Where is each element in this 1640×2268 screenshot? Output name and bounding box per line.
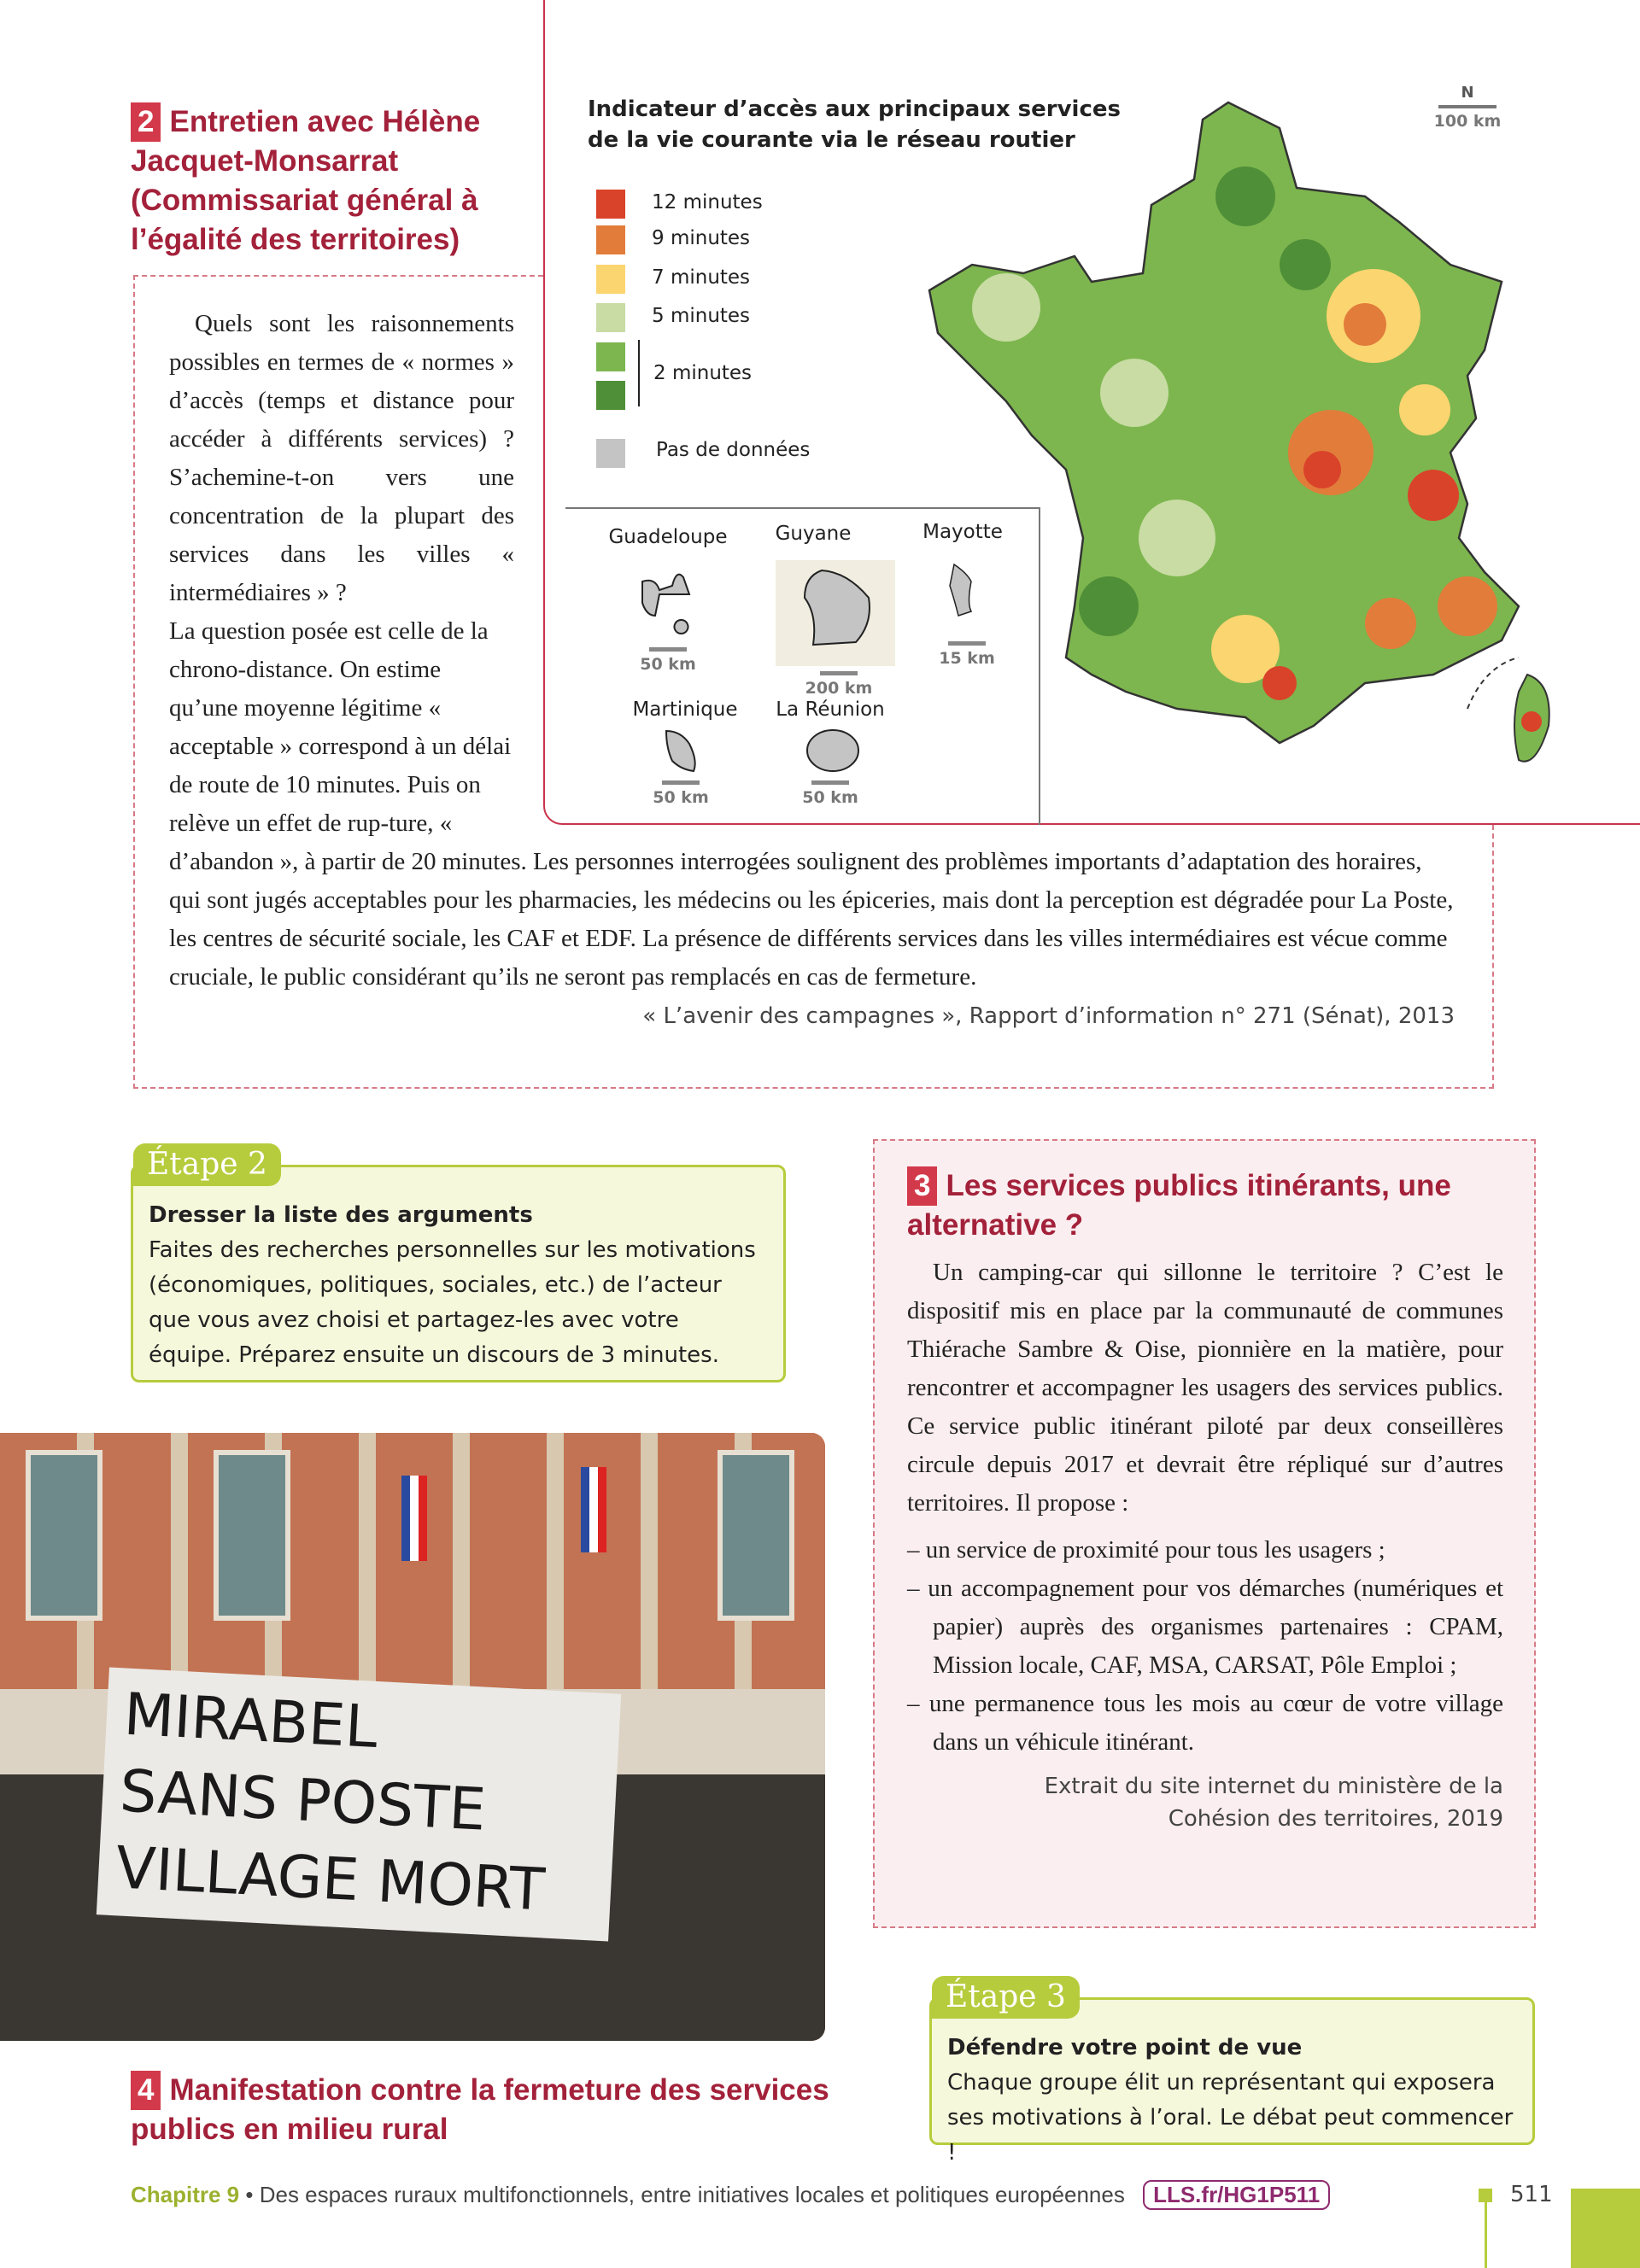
legend-swatch xyxy=(596,190,625,219)
footer xyxy=(131,2180,1330,2210)
page-tab xyxy=(1571,2189,1640,2268)
banner-text: MIRABEL xyxy=(122,1681,380,1762)
scale-label: 200 km xyxy=(805,679,873,698)
legend-label: 2 minutes xyxy=(653,362,753,384)
legend-label: 5 minutes xyxy=(652,305,751,327)
scale-label: 100 km xyxy=(1433,112,1502,131)
etape2-body xyxy=(133,1167,783,1373)
list-item-text: une permanence tous les mois au cœur de votre village dans un véhicule itinérant. xyxy=(928,1690,1503,1756)
reunion-label: La Réunion xyxy=(776,699,885,721)
legend-label: 7 minutes xyxy=(652,266,751,289)
doc2-box-bottom xyxy=(133,1087,1494,1089)
mayotte-label: Mayotte xyxy=(922,521,1003,543)
list-item: – une permanence tous les mois au cœur de votre village dans un véhicule itinérant. xyxy=(907,1690,1503,1756)
doc4-title: Manifestation contre la fermeture des services publics en milieu rural xyxy=(131,2073,829,2146)
doc2-paragraph: Quels sont les raisonnements possibles en termes de « normes » d’accès (temps et distance pour accéder à différents services) ? S’achemine-t-on vers une concentration de la plupart des services dans les villes « intermédiaires » ? xyxy=(169,310,514,606)
doc2-paragraph: ture, « d’abandon », à partir de 20 minutes. Les personnes interrogées soulignent des problèmes importants d’adaptation des horaires, qui sont jugés acceptables pour les pharmacies, les médecins ou les épiceries, mais dont la perception est dégradée pour La Poste, les centres de sécurité sociale, les CAF et EDF. La présence de différents services dans les villes intermédiaires est vécue comme cruciale, le public considérant qu’ils ne seront pas remplacés en cas de fermeture. xyxy=(169,810,1454,991)
etape2-heading: Dresser la liste des arguments xyxy=(149,1202,533,1228)
chapter-title: • Des espaces ruraux multifonctionnels, entre initiatives locales et politiques européennes xyxy=(239,2182,1125,2207)
footer-line xyxy=(1485,2199,1487,2268)
martinique-label: Martinique xyxy=(632,699,738,721)
legend-label: Pas de données xyxy=(656,439,811,461)
legend-label: 12 minutes xyxy=(652,191,763,213)
legend-label: 9 minutes xyxy=(652,227,751,249)
doc4-caption xyxy=(131,2071,865,2149)
list-item-text: un service de proximité pour tous les usagers ; xyxy=(925,1536,1385,1564)
scale-label: 50 km xyxy=(640,655,696,674)
doc3-title: Les services publics itinérants, une alternative ? xyxy=(907,1169,1451,1242)
doc2-source: « L’avenir des campagnes », Rapport d’information n° 271 (Sénat), 2013 xyxy=(642,1003,1455,1029)
scale-label: 50 km xyxy=(802,788,858,807)
doc2-text xyxy=(169,305,1455,1029)
legend-swatch xyxy=(596,225,625,254)
list-item: – un accompagnement pour vos démarches (numériques et papier) auprès des organismes partenaires : CPAM, Mission locale, CAF, MSA, CARSAT, Pôle Emploi ; xyxy=(907,1575,1504,1679)
doc3-list xyxy=(907,1531,1503,1762)
doc3-paragraph: Un camping-car qui sillonne le territoire ? C’est le dispositif mis en place par la communauté de communes Thiérache Sambre & Oise, pionnière en la matière, pour rencontrer et accompagner les usagers des services publics. Ce service public itinérant piloté par deux conseillères circule depuis 2017 et devrait être répliqué sur d’autres territoires. Il propose : xyxy=(907,1259,1503,1517)
doc2-heading xyxy=(131,102,541,260)
list-item: – un service de proximité pour tous les usagers ; xyxy=(907,1536,1385,1564)
scale-bar xyxy=(1438,105,1496,108)
guadeloupe-label: Guadeloupe xyxy=(608,526,728,548)
map-spacer xyxy=(514,305,1455,827)
doc3-source: Extrait du site internet du ministère de la Cohésion des territoires, 2019 xyxy=(1044,1774,1503,1832)
map-title-line: Indicateur d’accès aux principaux services xyxy=(588,96,1121,122)
scale-label: 50 km xyxy=(653,788,709,807)
etape3-box xyxy=(929,1979,1535,2166)
lls-link[interactable]: LLS.fr/HG1P511 xyxy=(1143,2180,1330,2210)
doc2-box-top xyxy=(133,275,543,277)
etape2-text: Faites des recherches personnelles sur les motivations (économiques, politiques, sociales, etc.) de l’acteur que vous avez choisi et partagez-les avec votre équipe. Préparez ensuite un discours de 3 minutes. xyxy=(149,1237,756,1368)
etape3-heading: Défendre votre point de vue xyxy=(947,2035,1303,2060)
list-item-text: un accompagnement pour vos démarches (numériques et papier) auprès des organismes partenaires : CPAM, Mission locale, CAF, MSA, CARSAT, Pôle Emploi ; xyxy=(928,1575,1504,1679)
etape3-body xyxy=(932,2000,1532,2171)
protest-photo xyxy=(0,1433,825,2041)
protest-banner xyxy=(97,1667,621,1941)
north-arrow xyxy=(1433,84,1502,131)
scale-label: 15 km xyxy=(939,649,995,668)
guyane-label: Guyane xyxy=(775,523,852,545)
etape2-tab: Étape 2 xyxy=(133,1143,281,1186)
doc3-heading xyxy=(907,1166,1503,1245)
map-title-line: de la vie courante via le réseau routier xyxy=(588,127,1075,153)
doc-number: 3 xyxy=(907,1166,937,1206)
doc3-box xyxy=(873,1139,1536,1928)
page-number: 511 xyxy=(1510,2182,1553,2207)
banner-text: VILLAGE MORT xyxy=(114,1834,547,1925)
north-icon: N xyxy=(1461,84,1474,102)
doc2-paragraph: La question posée est celle de la chrono-distance. On estime qu’une moyenne légitime « acceptable » correspond à un délai de route de 10 minutes. Puis on relève un effet de rup- xyxy=(169,617,512,837)
etape2-box xyxy=(131,1147,786,1382)
doc-number: 4 xyxy=(131,2071,161,2110)
etape3-tab: Étape 3 xyxy=(932,1976,1080,2019)
banner-text: SANS POSTE xyxy=(118,1757,488,1844)
doc2-title: Entretien avec Hélène Jacquet-Monsarrat (Commissariat général à l’égalité des territoires) xyxy=(131,105,481,256)
etape3-text: Chaque groupe élit un représentant qui exposera ses motivations à l’oral. Le débat peut commencer ! xyxy=(947,2070,1514,2166)
doc-number: 2 xyxy=(131,102,161,142)
chapter-label: Chapitre 9 xyxy=(131,2182,240,2207)
